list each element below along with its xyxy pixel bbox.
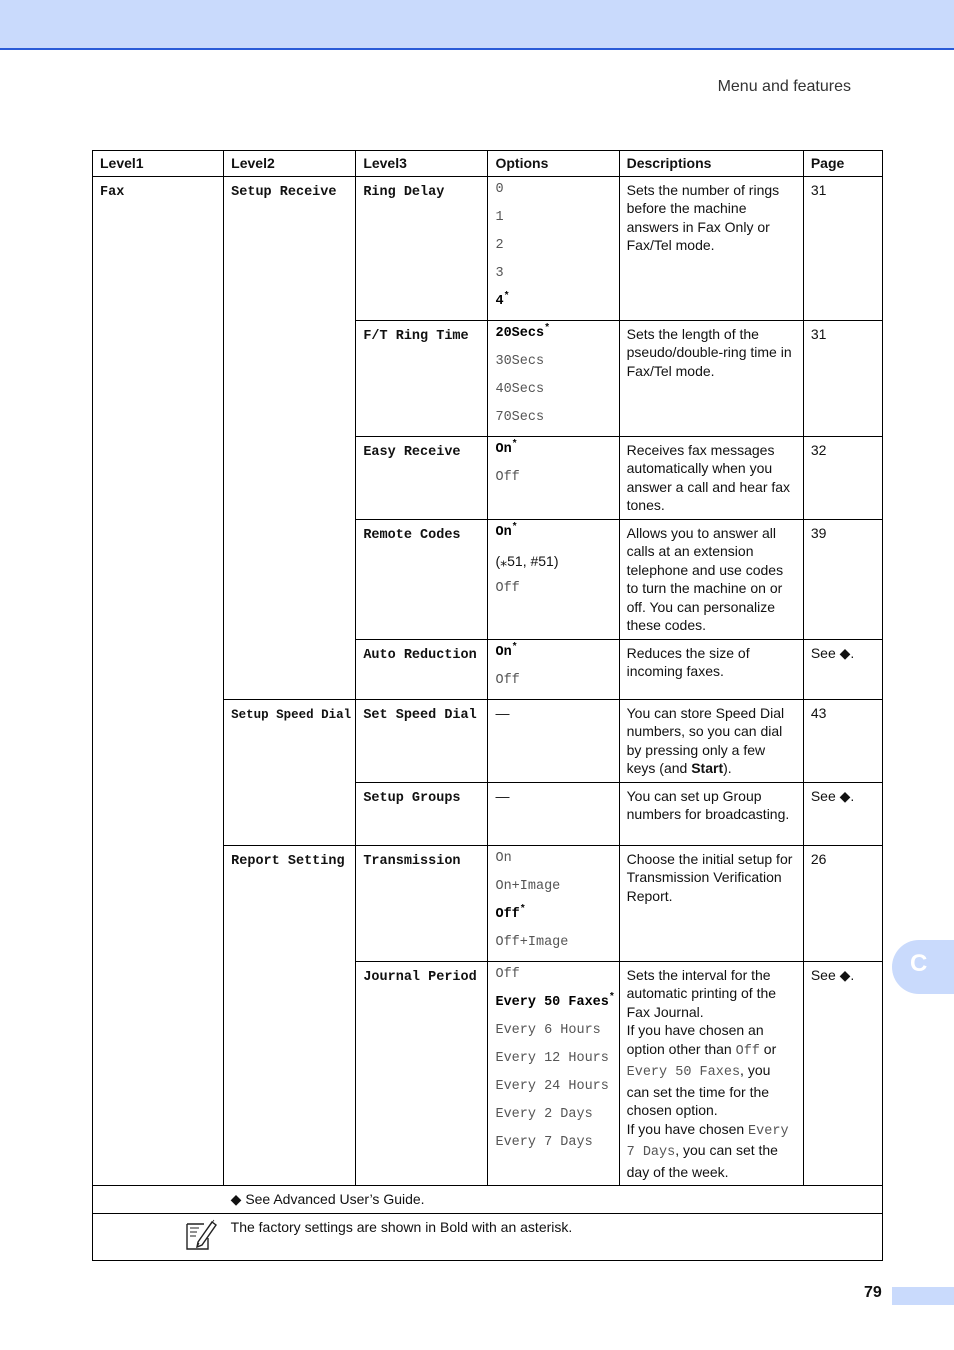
description-cell: Choose the initial setup for Transmission Verification Report. [619, 845, 803, 961]
page-cell: See ◆. [803, 961, 882, 1186]
option-value: Off [495, 469, 520, 485]
option-value: On* [495, 642, 518, 660]
column-header: Level2 [224, 151, 356, 177]
options-cell [488, 961, 619, 1186]
level3-cell: Ring Delay [356, 176, 488, 320]
description-cell: You can store Speed Dial numbers, so you can dial by pressing only a few keys (and Start). [619, 699, 803, 782]
options-cell: — [488, 782, 619, 845]
option-value: Every 24 Hours [495, 1078, 609, 1094]
option-value: On* [495, 522, 518, 540]
footnote-row [93, 1186, 883, 1214]
option-value: (⁎51, #51) [495, 552, 559, 569]
column-header: Level1 [93, 151, 224, 177]
level2-cell: Report Setting [224, 845, 356, 1186]
level3-cell: Auto Reduction [356, 639, 488, 699]
note-pencil-icon [184, 1218, 218, 1257]
page-cell: 31 [803, 320, 882, 436]
footnote-text: ◆ See Advanced User’s Guide. [224, 1186, 883, 1214]
page-cell: 39 [803, 519, 882, 639]
option-value: 3 [495, 265, 504, 281]
page-cell: 43 [803, 699, 882, 782]
top-color-band [0, 0, 954, 50]
option-value: Every 12 Hours [495, 1050, 609, 1066]
options-cell [488, 639, 619, 699]
page-cell: 32 [803, 436, 882, 519]
option-value: Off [495, 580, 520, 596]
option-value: 0 [495, 181, 504, 197]
description-cell: Sets the length of the pseudo/double-ring time in Fax/Tel mode. [619, 320, 803, 436]
level3-cell: Setup Groups [356, 782, 488, 845]
option-value: On [495, 850, 512, 866]
appendix-side-tab: C [892, 940, 954, 994]
option-value: 20Secs* [495, 323, 551, 341]
column-header: Level3 [356, 151, 488, 177]
options-cell: — [488, 699, 619, 782]
note-row [93, 1213, 883, 1261]
table-row [93, 176, 883, 320]
option-value: Every 50 Faxes* [495, 992, 615, 1010]
level3-cell: Transmission [356, 845, 488, 961]
page-cell: 31 [803, 176, 882, 320]
option-value: 2 [495, 237, 504, 253]
description-cell: Sets the number of rings before the machine answers in Fax Only or Fax/Tel mode. [619, 176, 803, 320]
level3-cell: Easy Receive [356, 436, 488, 519]
description-cell: Allows you to answer all calls at an extension telephone and use codes to turn the machine on or off. You can personalize these codes. [619, 519, 803, 639]
option-value: On+Image [495, 878, 561, 894]
level2-cell: Setup Speed Dial [224, 699, 356, 845]
level3-cell: Remote Codes [356, 519, 488, 639]
level3-cell: Set Speed Dial [356, 699, 488, 782]
option-value: Off [495, 672, 520, 688]
option-value: Every 6 Hours [495, 1022, 601, 1038]
column-header: Descriptions [619, 151, 803, 177]
option-value: Every 2 Days [495, 1106, 593, 1122]
option-value: Off* [495, 904, 526, 922]
options-cell [488, 845, 619, 961]
level3-cell: Journal Period [356, 961, 488, 1186]
description-cell: You can set up Group numbers for broadcasting. [619, 782, 803, 845]
page-number-bar [892, 1287, 954, 1305]
page-cell: 26 [803, 845, 882, 961]
description-cell: Reduces the size of incoming faxes. [619, 639, 803, 699]
option-value: Off+Image [495, 934, 569, 950]
page-cell: See ◆. [803, 782, 882, 845]
fax-menu-table [92, 150, 883, 1261]
page-number: 79 [864, 1284, 882, 1301]
column-header: Options [488, 151, 619, 177]
option-value: 30Secs [495, 353, 545, 369]
column-header: Page [803, 151, 882, 177]
options-cell [488, 176, 619, 320]
table-header-row [93, 151, 883, 177]
running-header: Menu and features [717, 78, 851, 95]
level3-cell: F/T Ring Time [356, 320, 488, 436]
option-value: 4* [495, 291, 510, 309]
note-text: The factory settings are shown in Bold with an asterisk. [224, 1213, 883, 1261]
option-value: Off [495, 966, 520, 982]
options-cell [488, 320, 619, 436]
page-cell: See ◆. [803, 639, 882, 699]
option-value: 70Secs [495, 409, 545, 425]
option-value: 1 [495, 209, 504, 225]
level1-cell: Fax [93, 176, 224, 1186]
level2-cell: Setup Receive [224, 176, 356, 699]
options-cell [488, 519, 619, 639]
description-cell: Sets the interval for the automatic printing of the Fax Journal. If you have chosen an option other than Off or Every 50 Faxes, you can set the time for the chosen option. If you have chosen Every 7 Days, you can set the day of the week. [619, 961, 803, 1186]
options-cell [488, 436, 619, 519]
option-value: 40Secs [495, 381, 545, 397]
description-cell: Receives fax messages automatically when you answer a call and hear fax tones. [619, 436, 803, 519]
option-value: Every 7 Days [495, 1134, 593, 1150]
option-value: On* [495, 439, 518, 457]
